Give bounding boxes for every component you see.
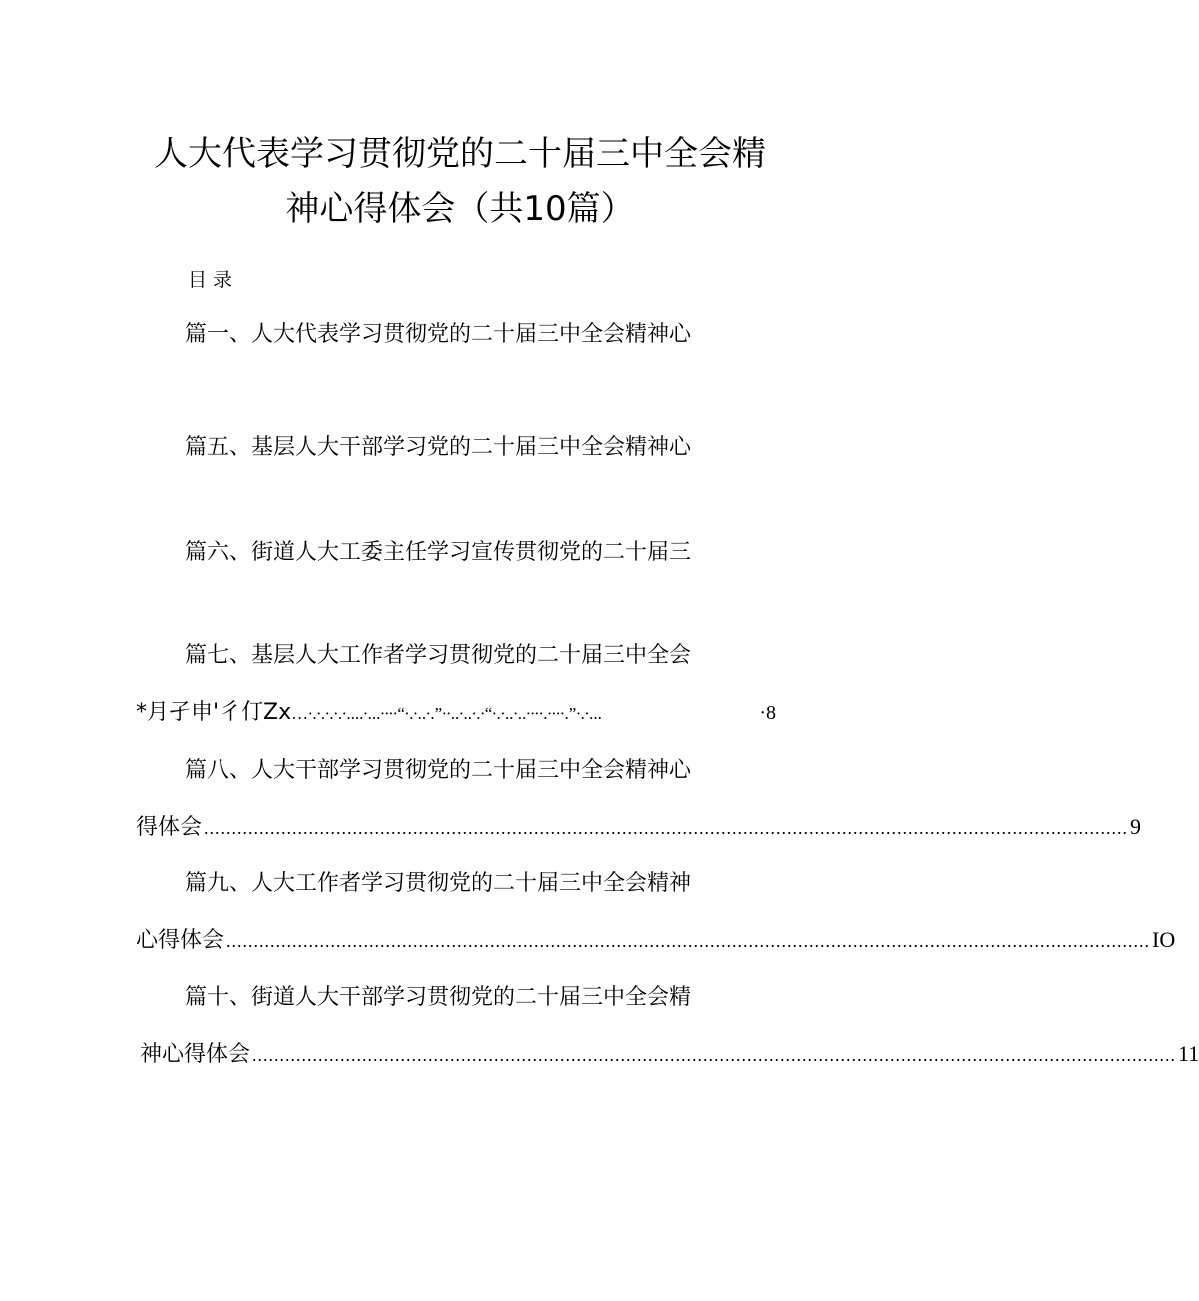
toc-entry-7-title[interactable]: 篇七、基层人大工作者学习贯彻党的二十届三中全会 — [185, 643, 692, 668]
toc-entry-9-continuation[interactable] — [136, 925, 1176, 956]
document-title-line-2: 神心得体会（共10篇） — [285, 189, 635, 229]
toc-entry-8-cont-text: 得体会 — [136, 815, 203, 840]
toc-entry-9-cont-text: 心得体会 — [136, 928, 225, 953]
toc-entry-10-page: 11 — [1178, 1041, 1199, 1066]
toc-entry-9-title[interactable]: 篇九、人大工作者学习贯彻党的二十届三中全会精神 — [185, 871, 692, 896]
toc-entry-10-leader: ........................................................................................................................................................................ — [252, 1045, 1177, 1065]
toc-entry-7-leader: …∙.∙.∙.∙.∙....∙...∙∙∙∙“∙.∙..∙.”∙∙..∙..∙.∙“∙.∙..∙..∙∙∙∙.∙∙∙∙.”∙.∙... — [291, 704, 602, 723]
toc-entry-6-title[interactable]: 篇六、街道人大工委主任学习宣传贯彻党的二十届三 — [185, 540, 692, 565]
toc-entry-8-page: 9 — [1130, 814, 1142, 839]
toc-entry-10-title[interactable]: 篇十、街道人大干部学习贯彻党的二十届三中全会精 — [185, 985, 692, 1010]
toc-entry-9-page: IO — [1152, 927, 1176, 952]
toc-entry-1-title[interactable]: 篇一、人大代表学习贯彻党的二十届三中全会精神心 — [185, 322, 692, 347]
toc-entry-7-page: ·8 — [759, 702, 776, 724]
toc-entry-7-cont-text: *月孑申'彳仃Zx — [136, 700, 292, 725]
toc-entry-8-title[interactable]: 篇八、人大干部学习贯彻党的二十届三中全会精神心 — [185, 758, 692, 783]
toc-entry-8-continuation[interactable] — [136, 812, 1142, 843]
toc-entry-5-title[interactable]: 篇五、基层人大干部学习党的二十届三中全会精神心 — [185, 435, 692, 460]
toc-entry-8-leader: ........................................................................................................................................................................ — [204, 818, 1129, 838]
toc-heading: 目录 — [188, 269, 239, 291]
toc-entry-9-leader: ........................................................................................................................................................................ — [226, 931, 1151, 951]
toc-entry-10-continuation[interactable] — [140, 1039, 1199, 1070]
document-title-line-1: 人大代表学习贯彻党的二十届三中全会精 — [154, 134, 766, 174]
toc-entry-7-continuation[interactable] — [136, 698, 776, 729]
toc-entry-10-cont-text: 神心得体会 — [140, 1042, 251, 1067]
